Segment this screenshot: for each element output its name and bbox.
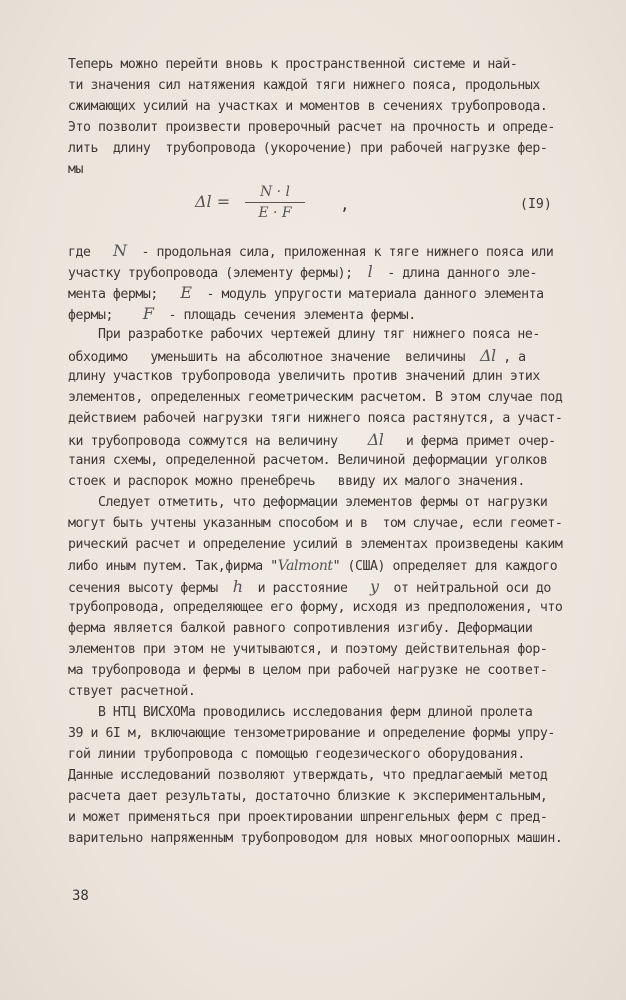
text-fragment: " (США) определяет для каждого — [332, 559, 558, 574]
text-fragment: мента фермы; — [68, 287, 181, 302]
text-line — [68, 242, 626, 262]
text-line: ферма является балкой равного сопротивления изгибу. Деформации — [68, 621, 533, 636]
text-fragment: где — [68, 245, 113, 260]
text-line — [68, 263, 626, 283]
fraction-bar — [245, 202, 305, 203]
text-line: лить длину трубопровода (укорочение) при рабочей нагрузке фер- — [68, 141, 548, 156]
page-number: 38 — [72, 888, 89, 904]
text-fragment: - длина данного эле- — [372, 266, 538, 281]
equation-lhs: Δl = — [195, 192, 231, 211]
text-line: элементов, определенных геометрическим расчетом. В этом случае под — [68, 390, 563, 405]
equation-numerator: N · l — [259, 184, 291, 200]
text-line: мы — [68, 162, 83, 177]
math-symbol: Δl — [479, 346, 496, 365]
text-line: Следует отметить, что деформации элементов фермы от нагрузки — [68, 495, 548, 510]
text-fragment: ки трубопровода сожмутся на величину — [68, 434, 368, 449]
text-fragment: - модуль упругости материала данного элемента — [191, 287, 544, 302]
text-line: ствует расчетной. — [68, 684, 196, 699]
equation-number: (I9) — [520, 197, 552, 212]
math-symbol: h — [232, 577, 243, 596]
text-line: Теперь можно перейти вновь к пространственной системе и най- — [68, 57, 518, 72]
text-line: действием рабочей нагрузки тяги нижнего пояса растянутся, а участ- — [68, 411, 563, 426]
text-line: 39 и 6I м, включающие тензометрирование и определение формы упру- — [68, 726, 555, 741]
text-line — [68, 431, 626, 451]
text-line — [68, 578, 626, 598]
text-fragment: обходимо уменьшить на абсолютное значение величины — [68, 350, 480, 365]
text-line: тания схемы, определенной расчетом. Величиной деформации уголков — [68, 453, 548, 468]
text-line: стоек и распорок можно пренебречь ввиду их малого значения. — [68, 474, 525, 489]
text-line: варительно напряженным трубопроводом для новых многоопорных машин. — [68, 831, 563, 846]
text-line — [68, 284, 626, 304]
text-line: трубопровода, определяющее его форму, исходя из предположения, что — [68, 600, 563, 615]
text-line: и может применяться при проектировании шпренгельных ферм с пред- — [68, 810, 548, 825]
handwritten-word: Valmont — [277, 558, 333, 574]
text-line: ма трубопровода и фермы в целом при рабочей нагрузке не соответ- — [68, 663, 548, 678]
text-line: могут быть учтены указанным способом и в том случае, если геомет- — [68, 516, 563, 531]
text-fragment: фермы; — [68, 308, 143, 323]
text-fragment: либо иным путем. Так,фирма " — [68, 559, 278, 574]
text-line: сжимающих усилий на участках и моментов в сечениях трубопровода. — [68, 99, 548, 114]
text-line: ти значения сил натяжения каждой тяги нижнего пояса, продольных — [68, 78, 540, 93]
text-line — [68, 305, 626, 325]
text-line: элементов при этом не учитываются, и поэтому действительная фор- — [68, 642, 548, 657]
equation-comma: , — [340, 195, 350, 214]
text-fragment: - продольная сила, приложенная к тяге нижнего пояса или — [126, 245, 554, 260]
text-fragment: - площадь сечения элемента фермы. — [153, 308, 416, 323]
text-line: рический расчет и определение усилий в элементах произведены каким — [68, 537, 563, 552]
text-line: гой линии трубопровода с помощью геодезического оборудования. — [68, 747, 525, 762]
text-fragment: участку трубопровода (элементу фермы); — [68, 266, 368, 281]
math-symbol: l — [367, 262, 373, 281]
math-symbol: F — [142, 304, 154, 323]
text-line: расчета дает результаты, достаточно близкие к экспериментальным, — [68, 789, 548, 804]
math-symbol: y — [369, 577, 379, 596]
text-line: В НТЦ ВИСХОМа проводились исследования ферм длиной пролета — [68, 705, 533, 720]
equation-denominator: E · F — [258, 205, 292, 221]
text-fragment: сечения высоту фермы — [68, 581, 233, 596]
text-fragment: и расстояние — [242, 581, 370, 596]
text-line: При разработке рабочих чертежей длину тяг нижнего пояса не- — [68, 327, 540, 342]
text-line — [68, 557, 626, 576]
text-fragment: от нейтральной оси до — [378, 581, 551, 596]
equation-fraction — [245, 183, 305, 222]
equation-19 — [190, 183, 570, 233]
math-symbol: Δl — [367, 430, 384, 449]
text-line: Данные исследований позволяют утверждать, что предлагаемый метод — [68, 768, 548, 783]
text-fragment: , а — [495, 350, 526, 365]
math-symbol: E — [180, 283, 192, 302]
text-fragment: и ферма примет очер- — [383, 434, 556, 449]
text-line: длину участков трубопровода увеличить против значений длин этих — [68, 369, 540, 384]
math-symbol: N — [112, 241, 127, 260]
text-line: Это позволит произвести проверочный расчет на прочность и опреде- — [68, 120, 555, 135]
text-line — [68, 347, 626, 367]
